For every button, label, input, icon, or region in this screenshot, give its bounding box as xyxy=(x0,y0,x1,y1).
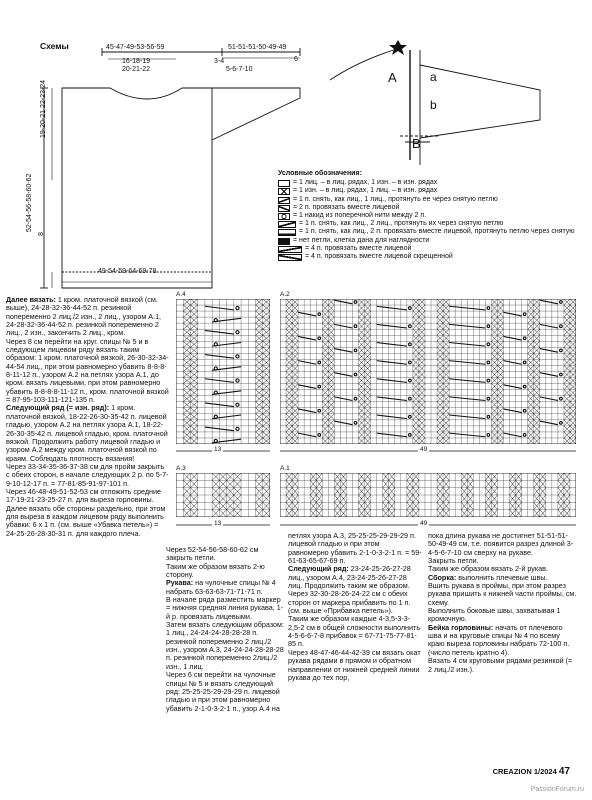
paragraph-text: Вязать 4 см круговыми рядами резинкой (= 2 лиц./2 изн.). xyxy=(428,656,573,674)
chart-a4-label: A.4 xyxy=(176,291,186,298)
watermark: PassionForum.ru xyxy=(530,786,584,793)
dim-sleeve-b: 5-6-7-10 xyxy=(226,66,253,73)
dim-bottom-width: 49-54-59-64-69-78 xyxy=(98,268,157,275)
paragraph-text: выполнить плечевые швы. xyxy=(456,572,548,582)
paragraph-heading: Бейка горловины: xyxy=(428,622,494,632)
paragraph xyxy=(288,590,422,615)
text-column-3 xyxy=(288,532,422,682)
legend-item: = 4 п. провязать вместе лицевой скрещенной xyxy=(278,253,578,261)
paragraph-text: Таким же образом каждые 4-3,5-3-3-2,5-2 см в общей сложности выполнить 4-5-6-6-7-8 прибавок = 67-71-75-77-81-85 п. xyxy=(288,614,421,649)
chart-a1-label: A.1 xyxy=(280,465,290,472)
yarn-over-icon xyxy=(278,213,290,220)
knit-square-icon xyxy=(278,180,290,187)
k4tog-icon xyxy=(278,246,302,253)
paragraph-text: 1 кром. платочной вязкой, 18-22-26-30-35-42 п. лицевой гладью, узором А.2 на петлях узора А.1, 18-22-26-30-35-42 п. лицевой гладью, кром. платочной вязкой. Продолжить работу лицевой гладью и узором А.2 между кром. платочной вязкой по краям. Соблюдать плотность вязания! xyxy=(6,403,168,463)
text-column-4 xyxy=(428,532,578,674)
paragraph xyxy=(166,671,284,713)
paragraph-text: Выполнить боковые швы, захватывая 1 кромочную. xyxy=(428,606,561,624)
paragraph-heading: Сборка: xyxy=(428,572,457,582)
paragraph-text: Далее вязать обе стороны раздельно, при этом для выреза в каждом лицевом ряду выполнить убавки: 6 х 1 п. (см. выше «Убавка петель») = 24-25-26-28-30-31 п. для каждого плеча. xyxy=(6,503,166,538)
paragraph-text: Через 32-30-28-26-24-22 см с обеих сторон от маркера прибавить по 1 п. (см. выше «Прибавка петель»). xyxy=(288,589,411,616)
piece-b-small-label: b xyxy=(430,98,437,112)
paragraph-text: Закрыть петли. xyxy=(428,556,479,566)
paragraph xyxy=(428,582,578,607)
chart-a4-width: 13 xyxy=(214,446,222,453)
dim-neck-b: 20-21-22 xyxy=(122,66,151,73)
legend-item: = 1 п. снять, как лиц., 2 п. провязать вместе лицевой, протянуть петлю через снятую xyxy=(278,228,578,236)
text-column-2 xyxy=(166,546,284,713)
paragraph-heading: Рукава: xyxy=(166,578,194,588)
paragraph xyxy=(166,546,284,563)
paragraph xyxy=(6,296,169,338)
schemes-title: Схемы xyxy=(40,41,69,51)
dim-sleeve-c: 6 xyxy=(294,56,298,63)
dim-left-outer: 52-54-56-58-60-62 xyxy=(26,173,33,232)
paragraph xyxy=(166,579,284,596)
paragraph-text: Через 33-34-35-36-37-38 см для пройм закрыть с обеих сторон, в начале следующих 2 р. по 5-7-9-10-12-17 п. = 77-81-85-91-97-101 п. xyxy=(6,461,169,488)
k4tog-tbl-icon xyxy=(278,254,302,261)
paragraph-text: 23-24-25-26-27-28 лиц., узором А.4, 23-24-25-26-27-28 лиц. Продолжить таким же образом. xyxy=(288,564,411,591)
paragraph-text: В начале ряда разместить маркер = нижняя средняя линия рукава, 1-й р. провязать лицевыми. xyxy=(166,595,284,621)
paragraph xyxy=(6,404,169,462)
chart-a1-width: 49 xyxy=(420,520,428,527)
paragraph xyxy=(428,657,578,674)
chart-a3-label: A.3 xyxy=(176,465,186,472)
no-stitch-icon xyxy=(278,238,290,245)
dim-top-width: 45-47-49-53-56-59 xyxy=(106,44,165,51)
paragraph xyxy=(288,649,422,682)
paragraph-text: петлях узора А.3, 25-25-25-29-29-29 п. лицевой гладью и при этом равномерно убавить 2-1-0-3-2-1 п. = 59-61-63-65-67-69 п. xyxy=(288,531,422,566)
piece-a-small-label: a xyxy=(430,70,437,84)
paragraph-text: Затем вязать следующим образом: 1 лиц., 24-24-24-28-28-28 п. резинкой попеременно 2 лиц./2 изн., узором А.3, 24-24-24-28-28-28 п. резинкой попеременно 2лиц./2 изн., 1 лиц. xyxy=(166,620,284,671)
legend-item: = 1 п. снять, как лиц., 2 лиц., протянуть их через снятую петлю xyxy=(278,220,578,228)
legend-item: = 1 изн. – в лиц. рядах, 1 лиц. – в изн. рядах xyxy=(278,187,578,195)
legend-item: = нет петли, клетка дана для наглядности xyxy=(278,237,578,245)
k2tog-icon xyxy=(278,205,290,212)
text-column-1 xyxy=(6,296,169,538)
magazine-issue: CREAZION 1/2024 xyxy=(492,767,557,776)
page-number: 47 xyxy=(558,766,570,777)
purl-cross-icon xyxy=(278,188,290,195)
paragraph-text: Через 6 см перейти на чулочные спицы № 5 и вязать следующий ряд: 25-25-25-29-29-29 п. лицевой гладью и при этом равномерно убавить 2-1-0-3-2-1 п., узор А.4 на xyxy=(166,670,280,713)
dim-neck-a: 16-18-19 xyxy=(122,58,151,65)
legend-item: = 1 накид из поперечной нити между 2 п. xyxy=(278,212,578,220)
chart-a2-width: 49 xyxy=(420,446,428,453)
paragraph-text: Через 48-47-46-44-42-39 см вязать окат рукава рядами в прямом и обратном направлении от нижней средней линии рукава до тех пор, xyxy=(288,647,421,682)
dim-left-bottom: 8 xyxy=(38,232,45,236)
paragraph-text: пока длина рукава не достигнет 51-51-51-50-49-49 см, т.е. появится разрез длиной 3-4-5-6-7-10 см сверху на рукаве. xyxy=(428,531,574,557)
paragraph-text: Таким же образом вязать 2-й рукав. xyxy=(428,564,548,574)
paragraph xyxy=(166,563,284,580)
paragraph xyxy=(6,338,169,405)
slip-knit-icon xyxy=(278,197,290,204)
paragraph xyxy=(428,532,578,557)
paragraph-text: Вшить рукава в проймы, при этом разрез рукава пришить к нижней части проймы, см. схему. xyxy=(428,581,577,607)
piece-b-label: B xyxy=(412,136,421,151)
chart-a3-width: 13 xyxy=(214,520,222,527)
dim-left-inner: 19-20-21 22-23-24 xyxy=(40,80,47,138)
slip-k2-icon xyxy=(278,221,296,228)
legend-item: = 1 лиц. – в лиц. рядах, 1 изн. – в изн. рядах xyxy=(278,179,578,187)
paragraph-text: Через 52-54-56-58-60-62 см закрыть петли. xyxy=(166,545,259,563)
paragraph-heading: Следующий ряд: xyxy=(288,564,349,574)
legend-item: = 4 п. провязать вместе лицевой xyxy=(278,245,578,253)
paragraph xyxy=(166,621,284,671)
legend-item: = 1 п. снять, как лиц., 1 лиц., протянуть ее через снятую петлю xyxy=(278,196,578,204)
paragraph-text: Таким же образом вязать 2-ю сторону. xyxy=(166,561,265,580)
paragraph xyxy=(6,488,169,505)
paragraph-text: на чулочные спицы № 4 набрать 63-63-63-71-71-71 п. xyxy=(166,578,276,596)
chart-a2-grid xyxy=(280,299,576,444)
paragraph-heading: Далее вязать: xyxy=(6,295,56,304)
paragraph-text: 1 кром. платочной вязкой (см. выше), 24-28-32-36-44-52 п. резинкой попеременно 2 лиц./2 изн., 2 лиц., узором А.1, 24-28-32-36-44-52 п. резинкой попеременно 2 лиц., 2 изн., закончить 2 лиц., кром. xyxy=(6,295,162,338)
paragraph xyxy=(428,624,578,657)
paragraph xyxy=(6,463,169,488)
paragraph xyxy=(166,596,284,621)
paragraph xyxy=(288,532,422,565)
legend-item: = 2 п. провязать вместе лицевой xyxy=(278,204,578,212)
paragraph-heading: Следующий ряд (= изн. ряд): xyxy=(6,403,110,413)
chart-a4-grid xyxy=(176,299,270,444)
paragraph xyxy=(6,505,169,538)
legend-title: Условные обозначения: xyxy=(278,170,362,177)
dim-sleeve-top: 51-51-51-50-49-49 xyxy=(228,44,287,51)
piece-a-label: A xyxy=(388,70,397,85)
chart-a3-grid xyxy=(176,473,270,517)
chart-a2-label: A.2 xyxy=(280,291,290,298)
paragraph-text: Через 46-48-49-51-52-53 см отложить средние 17-19-21-23-25-27 п. для выреза горловины. xyxy=(6,486,162,505)
page-footer xyxy=(493,766,570,777)
paragraph xyxy=(288,615,422,648)
paragraph xyxy=(288,565,422,590)
double-decrease-icon xyxy=(278,229,296,236)
star-icon xyxy=(389,40,407,55)
chart-a1-grid xyxy=(280,473,576,517)
paragraph-text: начать от плечевого шва и на круговые спицы № 4 по всему краю выреза горловины набрать 72-100 п. (число петель кратно 4). xyxy=(428,622,570,657)
dim-sleeve-a: 3-4 xyxy=(214,58,225,65)
paragraph-text: Через 8 см перейти на круг. спицы № 5 и в следующем лицевом ряду вязать таким образом: 1 кром. платочной вязкой, 26-30-32-34-44-54 лиц., при этом равномерно убавить 8-8-8-8-11-12 п., узором А.2 на петлях узора А.1, до кром. вязать лицевыми, при этом равномерно убавить 8-8-8-8-11-12 п., кром. платочной вязкой = 87-95-103-111-121-135 п. xyxy=(6,336,169,405)
legend xyxy=(278,170,578,261)
paragraph xyxy=(428,607,578,624)
